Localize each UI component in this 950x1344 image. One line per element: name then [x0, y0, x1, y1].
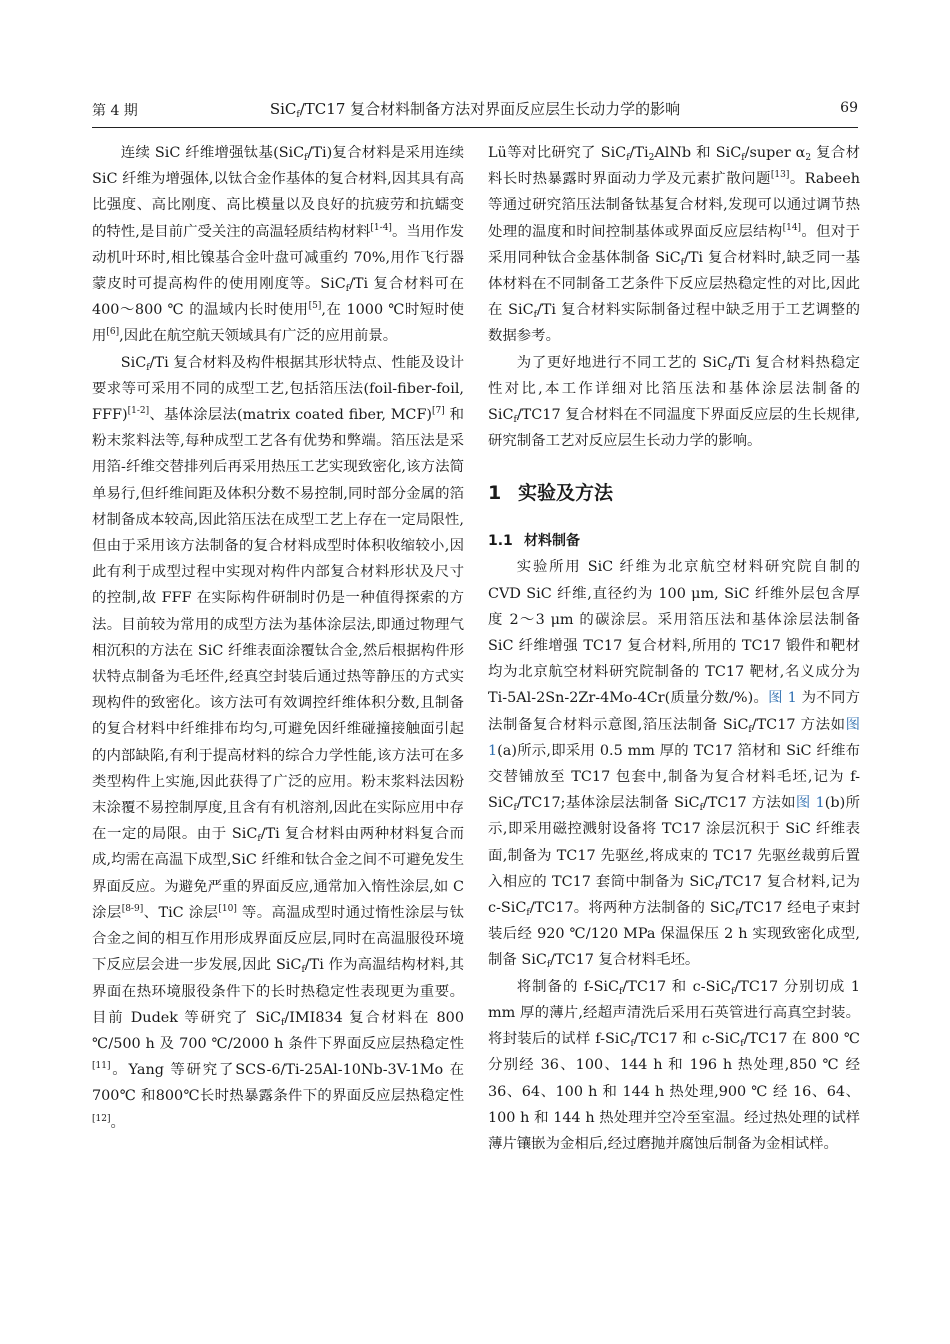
- citation[interactable]: [14]: [782, 222, 802, 233]
- figure-link[interactable]: 图 1: [768, 690, 797, 707]
- right-column: [488, 140, 860, 1157]
- paragraph: SiC$_f$/Ti 复合材料及构件根据其形状特点、性能及设计要求等可采用不同的成型工艺,包括箔压法(foil-fiber-foil, FFF)[1-2]、基体涂层法(matrix coated fiber, MCF)[7] 和粉末浆料法等,每种成型工艺各有优势和弊端。箔压法是采用箔-纤维交替排列后再采用热压工艺实现致密化,该方法简单易行,但纤维间距及体积分数不易控制,同时部分金属的箔材制备成本较高,因此箔压法在成型工艺上存在一定局限性,但由于采用该方法制备的复合材料成型时体积收缩较小,因此有利于成型过程中实现对构件内部复合材料形状及尺寸的控制,故 FFF 在实际构件研制时仍是一种值得探索的方法。目前较为常用的成型方法为基体涂层法,即通过物理气相沉积的方法在 SiC 纤维表面涂覆钛合金,然后根据构件形状特点制备为毛坯件,经真空封装后通过热等静压的方式实现构件的致密化。该方法可有效调控纤维体积分数,且制备的复合材料中纤维排布均匀,可避免因纤维碰撞接触面引起的内部缺陷,有利于提高材料的综合力学性能,该方法可在多类型构件上实施,因此获得了广泛的应用。粉末浆料法因粉末涂覆不易控制厚度,且含有有机溶剂,因此在实际应用中存在一定的局限。由于 SiC$_f$/Ti 复合材料由两种材料复合而成,均需在高温下成型,SiC 纤维和钛合金之间不可避免发生界面反应。为避免严重的界面反应,通常加入惰性涂层,如 C 涂层[8-9]、TiC 涂层[10] 等。高温成型时通过惰性涂层与钛合金之间的相互作用形成界面反应层,同时在高温服役环境下反应层会进一步发展,因此 SiC$_f$/Ti 作为高温结构材料,其界面在热环境服役条件下的长时热稳定性表现更为重要。目前 Dudek 等研究了 SiC$_f$/IMI834 复合材料在 800 ℃/500 h 及 700 ℃/2000 h 条件下界面反应层热稳定性[11]。Yang 等研究了SCS-6/Ti-25Al-10Nb-3V-1Mo 在700℃ 和800℃长时热暴露条件下的界面反应层热稳定性[12]。: [92, 354, 465, 1131]
- paragraph: 连续 SiC 纤维增强钛基(SiC$_f$/Ti)复合材料是采用连续 SiC 纤维为增强体,以钛合金作基体的复合材料,因其具有高比强度、高比刚度、高比模量以及良好的抗疲劳和抗蠕变的特性,是目前广受关注的高温轻质结构材料[1-4]。当用作发动机叶环时,相比镍基合金叶盘可减重约 70%,用作飞行器蒙皮时可提高构件的使用刚度等。SiC$_f$/Ti 复合材料可在 400～800 ℃ 的温域内长时使用[5],在 1000 ℃时短时使用[6],因此在航空航天领域具有广泛的应用前景。: [92, 145, 465, 345]
- figure-link[interactable]: 图 1: [488, 716, 860, 759]
- citation[interactable]: [7]: [432, 406, 445, 417]
- figure-link[interactable]: 图 1: [795, 795, 825, 812]
- subsection-heading: 1.1 材料制备: [488, 533, 580, 550]
- page-number: 69: [840, 100, 858, 116]
- section-heading: 1 实验及方法: [488, 482, 614, 505]
- citation[interactable]: [11]: [92, 1061, 111, 1072]
- paragraph: 为了更好地进行不同工艺的 SiC$_f$/Ti 复合材料热稳定性对比,本工作详细对比箔压法和基体涂层法制备的 SiC$_f$/TC17 复合材料在不同温度下界面反应层的生长规律,研究制备工艺对反应层生长动力学的影响。: [488, 354, 860, 450]
- citation[interactable]: [5]: [308, 301, 322, 312]
- citation[interactable]: [6]: [106, 327, 120, 338]
- citation[interactable]: [1-4]: [370, 222, 392, 233]
- running-title: SiC$_f$/TC17 复合材料制备方法对界面反应层生长动力学的影响: [269, 100, 681, 120]
- left-column: [92, 140, 464, 1136]
- header-rule: [92, 127, 858, 128]
- citation[interactable]: [8-9]: [121, 903, 144, 914]
- paragraph: Lü等对比研究了 $SiC_f/Ti_2AlNb$ 和 SiC$_f$/super $\alpha_2$ 复合材料长时热暴露时界面动力学及元素扩散问题[13]。Rabeeh 等通过研究箔压法制备钛基复合材料,发现可以通过调节热处理的温度和时间控制基体或界面反应层结构[14]。但对于采用同种钛合金基体制备 SiC$_f$/Ti 复合材料时,缺乏同一基体材料在不同制备工艺条件下反应层热稳定性的对比,因此在 SiC$_f$/Ti 复合材料实际制备过程中缺乏用于工艺调整的数据参考。: [488, 145, 861, 345]
- citation[interactable]: [1-2]: [127, 406, 150, 417]
- issue-label: 第 4 期: [92, 103, 138, 119]
- running-header: [92, 96, 858, 124]
- paragraph: 实验所用 SiC 纤维为北京航空材料研究院自制的 CVD SiC 纤维,直径约为 100 μm, SiC 纤维外层包含厚度 2～3 μm 的碳涂层。采用箔压法和基体涂层法制备 SiC 纤维增强 TC17 复合材料,所用的 TC17 锻件和靶材均为北京航空材料研究院制备的 TC17 靶材,名义成分为 Ti-5Al-2Sn-2Zr-4Mo-4Cr(质量分数/%)。图 1 为不同方法制备复合材料示意图,箔压法制备 SiC$_f$/TC17 方法如图 1(a)所示,即采用 0.5 mm 厚的 TC17 箔材和 SiC 纤维布交替铺放至 TC17 包套中,制备为复合材料毛坯,记为 f-SiC$_f$/TC17;基体涂层法制备 SiC$_f$/TC17 方法如图 1(b)所示,即采用磁控溅射设备将 TC17 涂层沉积于 SiC 纤维表面,制备为 TC17 先驱丝,将成束的 TC17 先驱丝裁剪后置入相应的 TC17 套筒中制备为 SiC$_f$/TC17 复合材料,记为 c-SiC$_f$/TC17。将两种方法制备的 SiC$_f$/TC17 经电子束封装后经 920 ℃/120 MPa 保温保压 2 h 实现致密化成型,制备 SiC$_f$/TC17 复合材料毛坯。: [488, 559, 860, 971]
- paragraph: 将制备的 f-SiC$_f$/TC17 和 c-SiC$_f$/TC17 分别切成 1 mm 厚的薄片,经超声清洗后采用石英管进行高真空封装。将封装后的试样 f-SiC$_f$/TC17 和 c-SiC$_f$/TC17 在 800 ℃ 分别经 36、100、144 h 和 196 h 热处理,850 ℃ 经 36、64、100 h 和 144 h 热处理,900 ℃ 经 16、64、100 h 和 144 h 热处理并空冷至室温。经过热处理的试样薄片镶嵌为金相后,经过磨抛并腐蚀后制备为金相试样。: [488, 978, 861, 1152]
- citation[interactable]: [13]: [770, 170, 790, 181]
- citation[interactable]: [12]: [92, 1113, 111, 1124]
- citation[interactable]: [10]: [218, 903, 237, 914]
